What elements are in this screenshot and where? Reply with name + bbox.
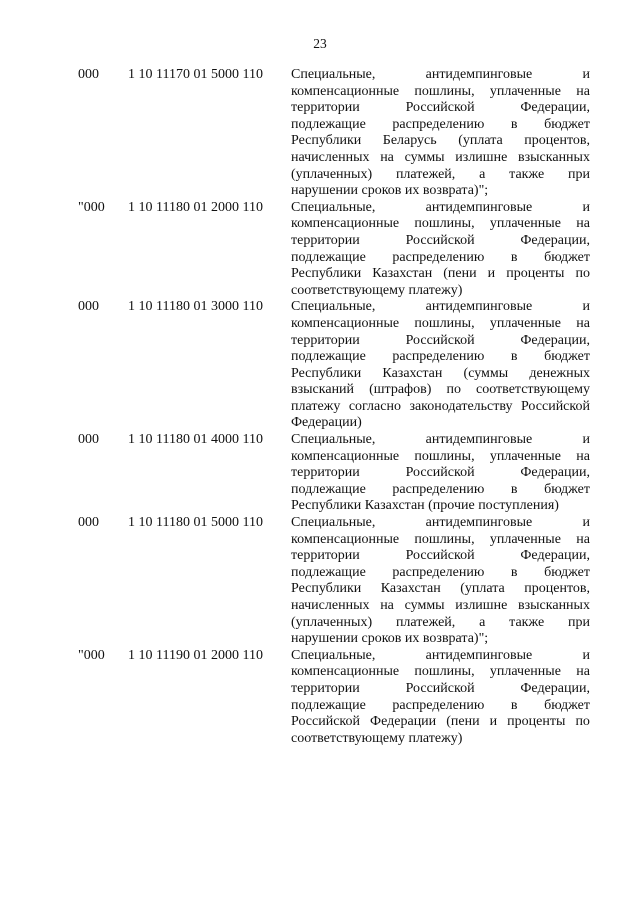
description-word: бюджет <box>544 481 590 497</box>
description-word: Специальные, <box>291 299 376 315</box>
description-word: суммы <box>404 598 445 613</box>
page-number: 23 <box>313 36 327 51</box>
description-word: бюджет <box>544 116 590 132</box>
description-word: компенсационные <box>291 83 400 99</box>
description-word: подлежащие <box>291 116 366 132</box>
description-word: в <box>510 116 518 132</box>
description-word: бюджет <box>544 349 590 365</box>
table-row <box>78 432 598 515</box>
description-word: согласно <box>348 398 401 414</box>
description-word: Федерации, <box>520 100 590 116</box>
budget-code-cell: 1 10 11180 01 5000 110 <box>128 515 263 531</box>
description-word: и <box>582 432 590 448</box>
description-word: распределению <box>392 564 485 580</box>
description-line <box>291 250 590 267</box>
description-word: при <box>568 614 590 630</box>
description-word: при <box>568 166 590 182</box>
description-line <box>291 598 590 615</box>
description-word: (уплата <box>460 581 505 597</box>
description-word: Российской <box>405 465 475 481</box>
description-word: излишне <box>455 149 508 165</box>
description-line <box>291 299 590 316</box>
description-word: распределению <box>392 116 485 132</box>
description-word: территории <box>291 548 360 564</box>
description-last-line: соответствующему платежу) <box>291 282 463 298</box>
description-line <box>291 664 590 681</box>
description-word: уплаченные <box>489 216 561 232</box>
description-line <box>291 84 590 101</box>
description-word: пошлины, <box>414 531 475 547</box>
description-word: (штрафов) <box>369 382 432 398</box>
description-word: территории <box>291 232 360 248</box>
description-line <box>291 366 590 383</box>
description-word: (суммы <box>463 365 509 381</box>
table-row <box>78 200 598 300</box>
description-word: Республики <box>291 266 362 282</box>
budget-code-cell: 1 10 11170 01 5000 110 <box>128 67 263 82</box>
description-word: процентов, <box>524 581 590 597</box>
description-word: начисленных <box>291 149 370 165</box>
description-word: и <box>582 199 590 215</box>
budget-code-cell: 1 10 11180 01 2000 110 <box>128 199 263 215</box>
description-word: компенсационные <box>291 531 400 547</box>
admin-code-cell: 000 <box>78 299 99 315</box>
description-word: платежей, <box>395 166 456 182</box>
description-word: а <box>479 166 486 182</box>
description-line <box>291 349 590 366</box>
description-word: Российской <box>291 714 360 730</box>
description-line <box>291 316 590 333</box>
description-cell <box>291 299 590 432</box>
description-word: Федерации, <box>520 548 590 564</box>
budget-code-cell: 1 10 11190 01 2000 110 <box>128 647 263 663</box>
description-word: распределению <box>392 249 485 265</box>
description-word: и <box>582 299 590 315</box>
description-cell <box>291 515 590 648</box>
description-line <box>291 714 590 731</box>
description-word: (уплата <box>458 133 503 149</box>
description-word: Республики <box>291 365 362 381</box>
description-word: денежных <box>529 365 590 381</box>
description-word: законодательству <box>409 398 513 414</box>
description-word: уплаченные <box>489 83 561 99</box>
description-word: на <box>576 83 590 99</box>
description-word: проценты <box>507 714 566 730</box>
description-word: пошлины, <box>414 664 475 680</box>
description-word: в <box>510 697 518 713</box>
description-word: Российской <box>405 332 475 348</box>
description-word: на <box>576 216 590 232</box>
description-word: в <box>510 481 518 497</box>
description-word: а <box>479 614 486 630</box>
description-word: Специальные, <box>291 199 376 215</box>
description-word: излишне <box>455 598 508 613</box>
description-cell <box>291 200 590 300</box>
admin-code-cell: 000 <box>78 432 99 448</box>
description-line <box>291 399 590 416</box>
description-word: платежу <box>291 398 341 414</box>
budget-code-cell: 1 10 11180 01 3000 110 <box>128 299 263 315</box>
description-line <box>291 615 590 632</box>
description-line <box>291 581 590 598</box>
description-word: на <box>576 315 590 331</box>
admin-code-cell: 000 <box>78 67 99 82</box>
description-word: распределению <box>392 481 485 497</box>
description-word: антидемпинговые <box>425 432 533 448</box>
description-word: в <box>510 349 518 365</box>
description-word: компенсационные <box>291 664 400 680</box>
description-word: компенсационные <box>291 315 400 331</box>
description-word: Федерации, <box>520 232 590 248</box>
description-line <box>291 465 590 482</box>
description-cell <box>291 648 590 748</box>
description-word: Казахстан <box>372 266 433 282</box>
description-line <box>291 333 590 350</box>
description-line <box>291 648 590 665</box>
description-word: Специальные, <box>291 67 376 82</box>
description-word: компенсационные <box>291 448 400 464</box>
description-line <box>291 100 590 117</box>
description-word: взысканных <box>518 598 590 613</box>
description-line <box>291 449 590 466</box>
description-word: (уплаченных) <box>291 614 373 630</box>
description-word: территории <box>291 100 360 116</box>
description-word: распределению <box>392 697 485 713</box>
description-last-line: соответствующему платежу) <box>291 730 463 746</box>
description-word: по <box>575 714 590 730</box>
description-line <box>291 482 590 499</box>
description-line <box>291 133 590 150</box>
description-word: Российской <box>405 232 475 248</box>
description-word: антидемпинговые <box>425 515 533 531</box>
description-word: (пени <box>446 714 480 730</box>
description-line <box>291 266 590 283</box>
description-word: пошлины, <box>414 315 475 331</box>
description-word: Федерации <box>370 714 437 730</box>
description-word: территории <box>291 465 360 481</box>
table-row <box>78 515 598 648</box>
description-word: (пени <box>443 266 477 282</box>
table-row <box>78 299 598 432</box>
description-word: уплаченные <box>489 664 561 680</box>
description-word: на <box>576 664 590 680</box>
description-line <box>291 532 590 549</box>
description-word: и <box>487 266 496 282</box>
description-word: Федерации, <box>520 465 590 481</box>
description-cell <box>291 432 590 515</box>
description-word: уплаченные <box>489 315 561 331</box>
description-word: Российской <box>520 398 590 414</box>
description-word: бюджет <box>544 564 590 580</box>
description-word: уплаченные <box>489 448 561 464</box>
description-word: Республики <box>291 133 362 149</box>
description-word: и <box>489 714 498 730</box>
budget-codes-table <box>78 67 598 747</box>
description-word: Специальные, <box>291 432 376 448</box>
description-word: по <box>575 266 590 282</box>
description-word: пошлины, <box>414 216 475 232</box>
description-word: взысканий <box>291 382 355 398</box>
description-last-line: Республики Казахстан (прочие поступления) <box>291 498 559 514</box>
description-word: территории <box>291 332 360 348</box>
description-word: Российской <box>405 680 475 696</box>
admin-code-cell: "000 <box>78 647 105 663</box>
description-word: по <box>446 382 461 398</box>
description-word: и <box>582 515 590 531</box>
description-word: антидемпинговые <box>425 67 533 82</box>
description-line <box>291 432 590 449</box>
description-word: Казахстан <box>380 581 441 597</box>
description-line <box>291 233 590 250</box>
admin-code-cell: 000 <box>78 515 99 531</box>
description-line <box>291 67 590 84</box>
description-word: (уплаченных) <box>291 166 373 182</box>
description-word: проценты <box>506 266 565 282</box>
description-line <box>291 117 590 134</box>
description-word: Федерации, <box>520 680 590 696</box>
description-word: на <box>576 531 590 547</box>
description-word: компенсационные <box>291 216 400 232</box>
description-word: подлежащие <box>291 564 366 580</box>
description-last-line: нарушении сроков их возврата)"; <box>291 183 489 199</box>
table-row <box>78 67 598 200</box>
description-last-line: Федерации) <box>291 415 362 431</box>
description-word: уплаченные <box>489 531 561 547</box>
description-word: также <box>509 166 545 182</box>
description-word: суммы <box>404 149 445 165</box>
description-word: процентов, <box>524 133 590 149</box>
description-word: Федерации, <box>520 332 590 348</box>
description-word: также <box>509 614 545 630</box>
description-word: бюджет <box>544 249 590 265</box>
description-line <box>291 216 590 233</box>
description-word: антидемпинговые <box>425 299 533 315</box>
description-word: распределению <box>392 349 485 365</box>
description-word: подлежащие <box>291 481 366 497</box>
description-line <box>291 698 590 715</box>
description-line <box>291 200 590 217</box>
description-word: и <box>582 647 590 663</box>
description-line <box>291 681 590 698</box>
description-word: бюджет <box>544 697 590 713</box>
description-word: на <box>380 149 394 165</box>
description-line <box>291 382 590 399</box>
description-word: подлежащие <box>291 349 366 365</box>
description-word: на <box>576 448 590 464</box>
description-word: Российской <box>405 548 475 564</box>
description-line <box>291 565 590 582</box>
description-line <box>291 150 590 167</box>
description-line <box>291 515 590 532</box>
description-cell <box>291 67 590 200</box>
description-word: Российской <box>405 100 475 116</box>
description-word: в <box>510 564 518 580</box>
table-row <box>78 648 598 748</box>
admin-code-cell: "000 <box>78 199 105 215</box>
description-word: антидемпинговые <box>425 647 533 663</box>
description-word: подлежащие <box>291 249 366 265</box>
description-word: взысканных <box>518 149 590 165</box>
description-line <box>291 548 590 565</box>
description-word: Специальные, <box>291 647 376 663</box>
description-word: начисленных <box>291 598 370 613</box>
description-word: подлежащие <box>291 697 366 713</box>
description-word: пошлины, <box>414 448 475 464</box>
description-word: Специальные, <box>291 515 376 531</box>
description-word: в <box>510 249 518 265</box>
description-word: на <box>380 598 394 613</box>
description-word: Казахстан <box>382 365 443 381</box>
description-word: пошлины, <box>414 83 475 99</box>
description-last-line: нарушении сроков их возврата)"; <box>291 631 489 647</box>
description-word: антидемпинговые <box>425 199 533 215</box>
description-word: соответствующему <box>476 382 590 398</box>
description-word: и <box>582 67 590 82</box>
description-word: территории <box>291 680 360 696</box>
description-word: платежей, <box>395 614 456 630</box>
budget-code-cell: 1 10 11180 01 4000 110 <box>128 432 263 448</box>
description-line <box>291 167 590 184</box>
description-word: Беларусь <box>382 133 437 149</box>
description-word: Республики <box>291 581 362 597</box>
